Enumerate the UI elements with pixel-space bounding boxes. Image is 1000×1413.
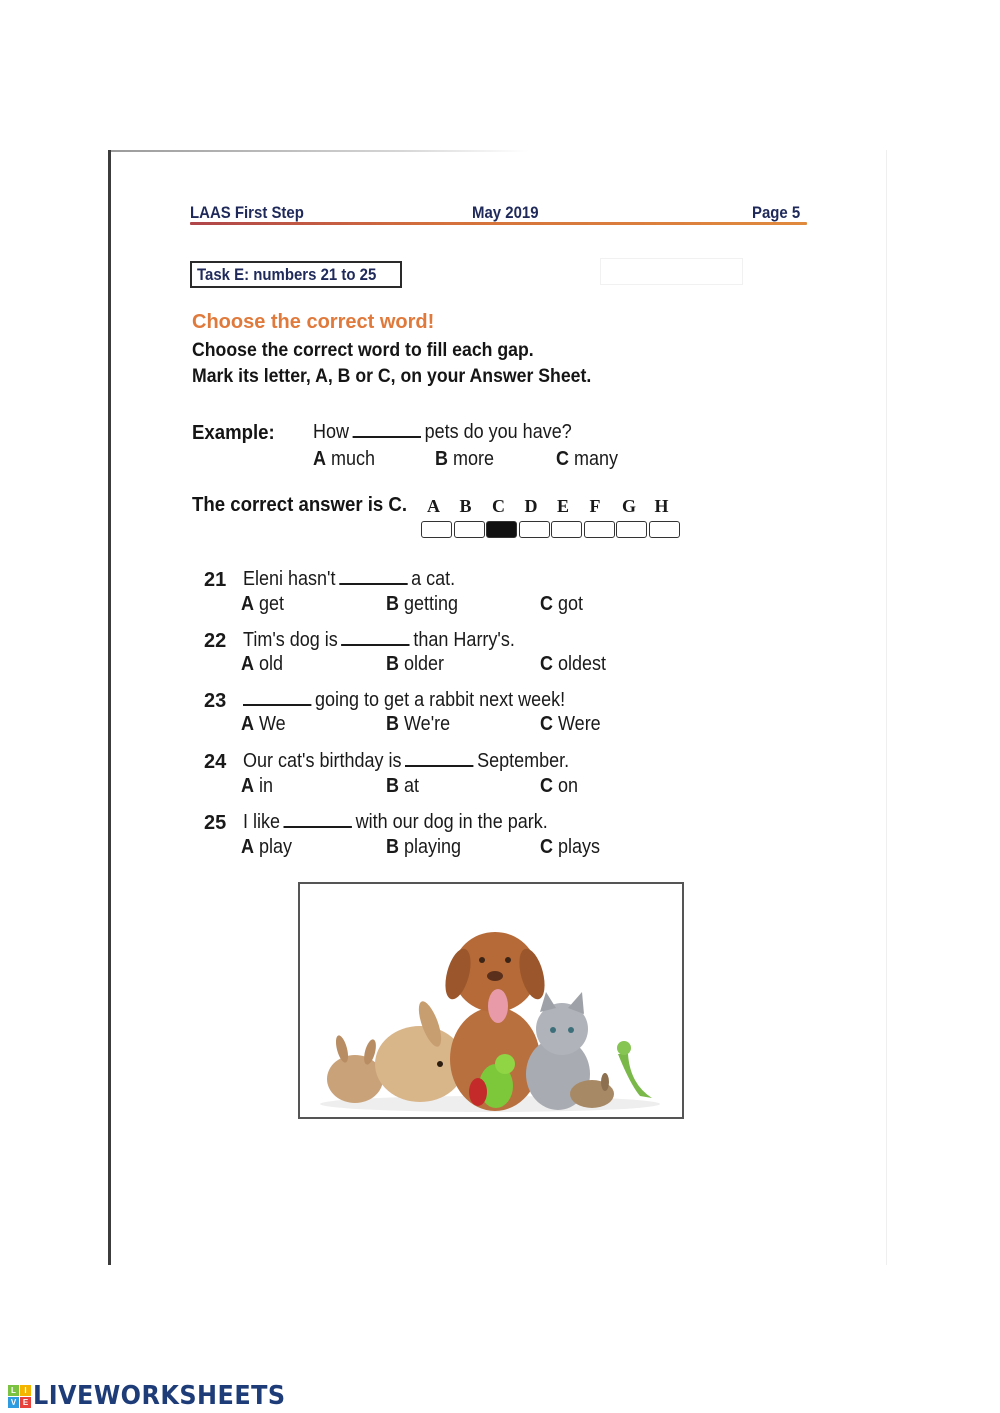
question-25-text: I like with our dog in the park. <box>243 811 548 833</box>
question-22-option-a[interactable]: A old <box>241 653 284 675</box>
gap-blank <box>405 751 473 767</box>
question-25-number: 25 <box>204 812 227 834</box>
question-25-option-c[interactable]: C plays <box>540 836 601 858</box>
question-21-option-b[interactable]: B getting <box>386 593 459 615</box>
question-23-option-c[interactable]: C Were <box>540 713 601 735</box>
example-option-c: C many <box>556 448 619 470</box>
question-21-text: Eleni hasn't a cat. <box>243 568 456 590</box>
question-21-option-c[interactable]: C got <box>540 593 584 615</box>
question-25-option-a[interactable]: A play <box>241 836 293 858</box>
gap-blank <box>284 812 352 828</box>
header-rule <box>190 222 807 225</box>
question-22-number: 22 <box>204 630 227 652</box>
question-21-number: 21 <box>204 569 227 591</box>
gap-blank <box>243 690 311 706</box>
header-page-number: Page 5 <box>752 203 801 222</box>
correct-answer-text: The correct answer is C. <box>192 494 408 516</box>
example-label: Example: <box>192 422 275 444</box>
answer-box-g <box>616 521 647 538</box>
answer-box-a <box>421 521 452 538</box>
question-23-option-b[interactable]: B We're <box>386 713 451 735</box>
question-25-option-b[interactable]: B playing <box>386 836 462 858</box>
answer-box-h <box>649 521 680 538</box>
answer-box-e <box>551 521 582 538</box>
instruction-line-1: Choose the correct word to fill each gap. <box>192 340 534 361</box>
question-24-text: Our cat's birthday is September. <box>243 750 570 772</box>
task-label: Task E: numbers 21 to 25 <box>197 264 377 284</box>
question-22-option-b[interactable]: B older <box>386 653 445 675</box>
answer-box-f <box>584 521 615 538</box>
gap-blank <box>339 569 407 585</box>
question-24-option-b[interactable]: B at <box>386 775 420 797</box>
liveworksheets-brand-text: LIVEWORKSHEETS <box>33 1381 286 1411</box>
liveworksheets-mark-icon: L I V E <box>8 1385 31 1408</box>
answer-sheet-letters: A B C D E F G H <box>427 496 669 516</box>
instruction-line-2: Mark its letter, A, B or C, on your Answer Sheet. <box>192 366 592 387</box>
header-series: LAAS First Step <box>190 203 304 222</box>
question-22-option-c[interactable]: C oldest <box>540 653 607 675</box>
section-title: Choose the correct word! <box>192 311 435 333</box>
task-label-box <box>190 261 402 288</box>
question-24-option-c[interactable]: C on <box>540 775 579 797</box>
gap-blank <box>341 630 409 646</box>
question-24-number: 24 <box>204 751 227 773</box>
example-option-a: A much <box>313 448 376 470</box>
question-23-number: 23 <box>204 690 227 712</box>
page-left-edge <box>108 150 111 1265</box>
question-22-text: Tim's dog is than Harry's. <box>243 629 515 651</box>
page-right-edge <box>886 150 887 1265</box>
question-24-option-a[interactable]: A in <box>241 775 274 797</box>
example-option-b: B more <box>435 448 495 470</box>
example-question: How pets do you have? <box>313 421 572 443</box>
answer-sheet-boxes <box>421 521 681 538</box>
question-21-option-a[interactable]: A get <box>241 593 285 615</box>
liveworksheets-logo[interactable] <box>8 1381 308 1411</box>
answer-box-b <box>454 521 485 538</box>
page-top-edge <box>108 150 528 152</box>
question-23-text: going to get a rabbit next week! <box>243 689 565 712</box>
answer-box-c-selected <box>486 521 517 538</box>
answer-box-d <box>519 521 550 538</box>
header-date: May 2019 <box>472 203 539 222</box>
question-23-option-a[interactable]: A We <box>241 713 286 735</box>
pets-illustration <box>300 884 682 1117</box>
gap-blank <box>353 422 421 438</box>
pets-picture <box>298 882 684 1119</box>
